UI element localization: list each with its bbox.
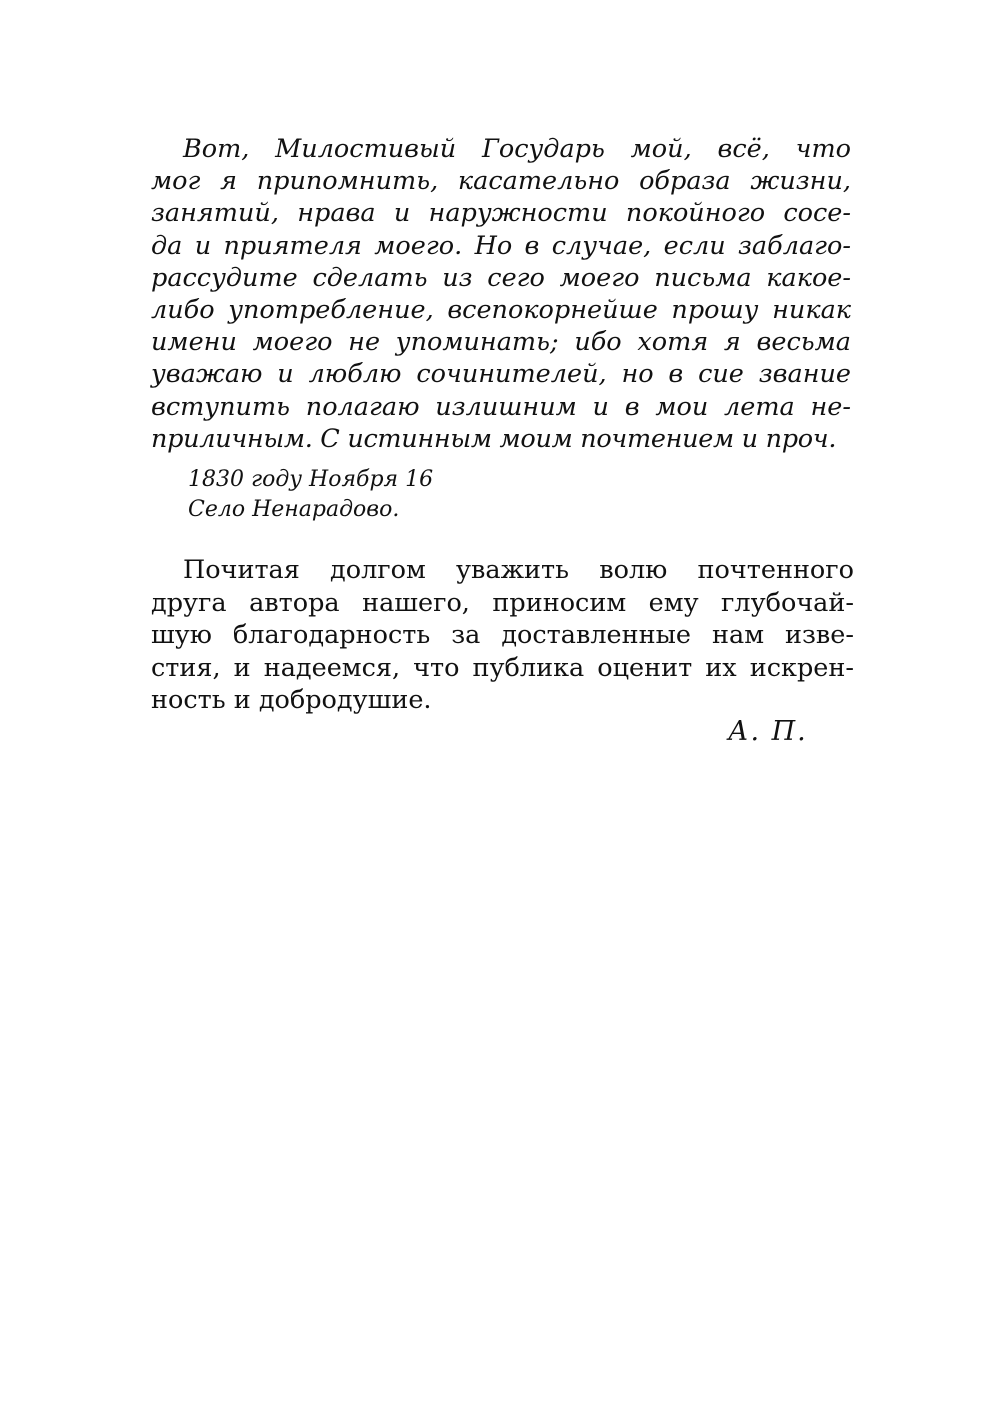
letter-line: мог я припомнить, касательно образа жизни, <box>151 166 851 197</box>
letter-text <box>151 133 851 455</box>
letter-line: уважаю и люблю сочинителей, но в сие звание <box>151 359 851 390</box>
editor-note-line: друга автора нашего, приносим ему глубочай- <box>151 587 854 618</box>
editor-note-line: ность и добродушие. <box>151 685 432 715</box>
letter-line: приличным. С истинным моим почтением и проч. <box>151 423 837 454</box>
letter-place: Село Ненарадово. <box>188 497 400 522</box>
letter-line: да и приятеля моего. Но в случае, если заблаго- <box>151 230 851 261</box>
signature: А. П. <box>728 716 808 747</box>
letter-line: Вот, Милостивый Государь мой, всё, что <box>183 134 851 164</box>
editor-note-line: шую благодарность за доставленные нам изве- <box>151 620 854 650</box>
letter-line: имени моего не упоминать; ибо хотя я весьма <box>151 327 851 358</box>
letter-line: либо употребление, всепокорнейше прошу никак <box>151 295 851 326</box>
letter-dateline <box>188 465 433 525</box>
editor-note <box>151 554 854 717</box>
letter-line: занятий, нрава и наружности покойного сосе- <box>151 198 851 229</box>
letter-date: 1830 году Ноября 16 <box>188 467 434 492</box>
editor-note-line: Почитая долгом уважить волю почтенного <box>183 555 854 585</box>
editor-note-line: стия, и надеемся, что публика оценит их искрен- <box>151 652 854 683</box>
letter-line: вступить полагаю излишним и в мои лета не- <box>151 391 851 422</box>
letter-line: рассудите сделать из сего моего письма какое- <box>151 262 851 293</box>
